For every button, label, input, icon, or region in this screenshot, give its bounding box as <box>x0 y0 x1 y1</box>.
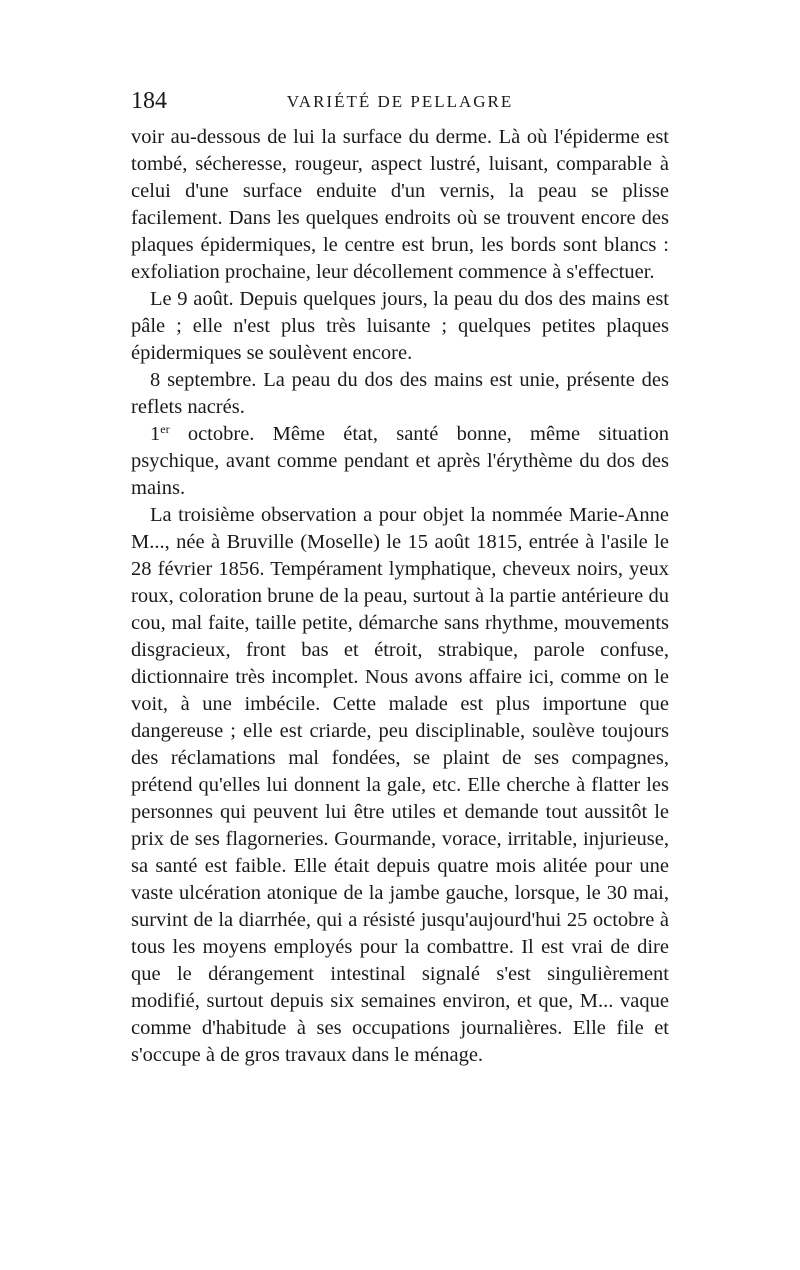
paragraph: La troisième observation a pour objet la nommée Marie-Anne M..., née à Bruville (Moselle) le 15 août 1815, entrée à l'asile le 28 février 1856. Tempérament lymphatique, cheveux noirs, yeux roux, coloration brune de la peau, surtout à la partie antérieure du cou, mal faite, taille petite, démarche sans rhythme, mouvements disgracieux, front bas et étroit, strabique, parole confuse, dictionnaire très incomplet. Nous avons affaire ici, comme on le voit, à une imbécile. Cette malade est plus importune que dangereuse ; elle est criarde, peu disciplinable, soulève toujours des réclamations mal fondées, se plaint de ses compagnes, prétend qu'elles lui donnent la gale, etc. Elle cherche à flatter les personnes qui peuvent lui être utiles et demande tout aussitôt le prix de ses flagorneries. Gourmande, vorace, irritable, injurieuse, sa santé est faible. Elle était depuis quatre mois alitée pour une vaste ulcération atonique de la jambe gauche, lorsque, le 30 mai, survint de la diarrhée, qui a résisté jusqu'aujourd'hui 25 octobre à tous les moyens employés pour la combattre. Il est vrai de dire que le dérangement intestinal signalé s'est singulièrement modifié, surtout depuis six semaines environ, et que, M... vaque comme d'habitude à ses occupations journalières. Elle file et s'occupe à de gros travaux dans le ménage. <box>131 504 669 1066</box>
date-numeral: 1 <box>150 423 161 445</box>
page-number: 184 <box>131 88 167 114</box>
paragraph <box>131 421 669 502</box>
body-text <box>131 124 669 1069</box>
page-header <box>131 86 669 116</box>
paragraph: Le 9 août. Depuis quelques jours, la peau du dos des mains est pâle ; elle n'est plus très luisante ; quelques petites plaques épidermiques se soulèvent encore. <box>131 288 669 364</box>
running-head: VARIÉTÉ DE PELLAGRE <box>286 92 514 111</box>
paragraph: 8 septembre. La peau du dos des mains est unie, présente des reflets nacrés. <box>131 369 669 418</box>
ordinal-suffix: er <box>160 422 170 436</box>
paragraph-text: octobre. Même état, santé bonne, même situation psychique, avant comme pendant et après l'érythème du dos des mains. <box>131 423 669 499</box>
paragraph: voir au-dessous de lui la surface du derme. Là où l'épiderme est tombé, sécheresse, rougeur, aspect lustré, luisant, comparable à celui d'une surface enduite d'un vernis, la peau se plisse facilement. Dans les quelques endroits où se trouvent encore des plaques épidermiques, le centre est brun, les bords sont blancs : exfoliation prochaine, leur décollement commence à s'effectuer. <box>131 126 669 283</box>
